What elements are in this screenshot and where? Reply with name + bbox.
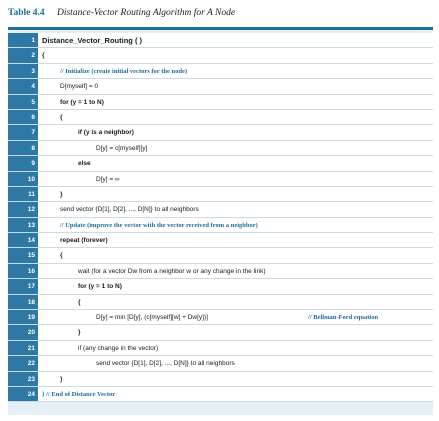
- code-line: [8, 172, 433, 187]
- line-text: Distance_Vector_Routing ( ): [42, 36, 143, 45]
- code-line: [8, 341, 433, 356]
- line-number: 15: [8, 248, 38, 262]
- line-text: {: [78, 298, 81, 306]
- line-text: else: [78, 160, 91, 168]
- line-number: 9: [8, 156, 38, 170]
- code-line: [8, 248, 433, 263]
- line-number: 4: [8, 79, 38, 93]
- code-line: [8, 264, 433, 279]
- line-number: 7: [8, 125, 38, 139]
- line-text: for (y = 1 to N): [60, 98, 104, 106]
- line-text: {: [42, 52, 45, 60]
- line-number: 6: [8, 110, 38, 124]
- line-text: }: [60, 375, 63, 383]
- line-text: D[y] = ∞: [96, 175, 120, 183]
- line-number: 8: [8, 141, 38, 155]
- line-number: 5: [8, 95, 38, 109]
- line-number: 1: [8, 33, 38, 47]
- code-line: [8, 218, 433, 233]
- line-text: repeat (forever): [60, 237, 108, 245]
- line-comment: // Update (improve the vector with the vector received from a neighbor): [60, 221, 258, 229]
- line-number: 21: [8, 341, 38, 355]
- line-number: 19: [8, 310, 38, 324]
- code-line: [8, 295, 433, 310]
- line-comment: // Initialize (create initial vectors for the node): [60, 67, 188, 75]
- table-caption: [8, 6, 235, 20]
- line-text: send vector {D[1], D[2], ..., D[N]} to all neighbors: [60, 206, 199, 214]
- line-comment: } // End of Distance Vector: [42, 390, 116, 398]
- code-line: [8, 64, 433, 79]
- line-text: send vector {D[1], D[2], ..., D[N]} to all neighbors: [96, 360, 235, 368]
- code-line: [8, 233, 433, 248]
- code-line: [8, 187, 433, 202]
- code-line: [8, 356, 433, 371]
- table-number: Table 4.4: [8, 8, 45, 18]
- code-line: [8, 372, 433, 387]
- code-line: [8, 125, 433, 140]
- code-line: [8, 387, 433, 402]
- code-line: [8, 110, 433, 125]
- line-number: 23: [8, 372, 38, 386]
- line-number: 12: [8, 202, 38, 216]
- line-text: if (y is a neighbor): [78, 129, 134, 137]
- line-text: }: [78, 329, 81, 337]
- code-line: [8, 279, 433, 294]
- line-number: 13: [8, 218, 38, 232]
- code-line: [8, 310, 433, 325]
- code-line: [8, 156, 433, 171]
- line-text: }: [60, 190, 63, 198]
- code-line: [8, 95, 433, 110]
- code-line: [8, 79, 433, 94]
- line-number: 17: [8, 279, 38, 293]
- line-text: D[y] = min [D[y], (c[myself][w] + Dw[y])]: [96, 314, 208, 322]
- line-text: {: [60, 113, 63, 121]
- line-text: {: [60, 252, 63, 260]
- line-text: wait (for a vector Dw from a neighbor w or any change in the link): [78, 267, 266, 275]
- code-line: [8, 202, 433, 217]
- code-line: [8, 48, 433, 63]
- line-number: 14: [8, 233, 38, 247]
- table-title: Distance-Vector Routing Algorithm for A Node: [56, 8, 236, 18]
- line-text: for (y = 1 to N): [78, 283, 122, 291]
- line-number: 24: [8, 387, 38, 401]
- line-number: 3: [8, 64, 38, 78]
- line-number: 16: [8, 264, 38, 278]
- line-number: 20: [8, 325, 38, 339]
- line-number: 10: [8, 172, 38, 186]
- line-number: 11: [8, 187, 38, 201]
- line-text: if (any change in the vector): [78, 344, 159, 352]
- code-line: [8, 325, 433, 340]
- line-number: 18: [8, 295, 38, 309]
- line-number: 22: [8, 356, 38, 370]
- line-number: 2: [8, 48, 38, 62]
- line-text: D[myself] = 0: [60, 83, 99, 91]
- line-comment: // Bellman-Ford equation: [308, 314, 379, 322]
- code-listing: [8, 27, 433, 415]
- code-line: [8, 33, 433, 48]
- code-line: [8, 141, 433, 156]
- line-text: D[y] = c[myself][y]: [96, 144, 148, 152]
